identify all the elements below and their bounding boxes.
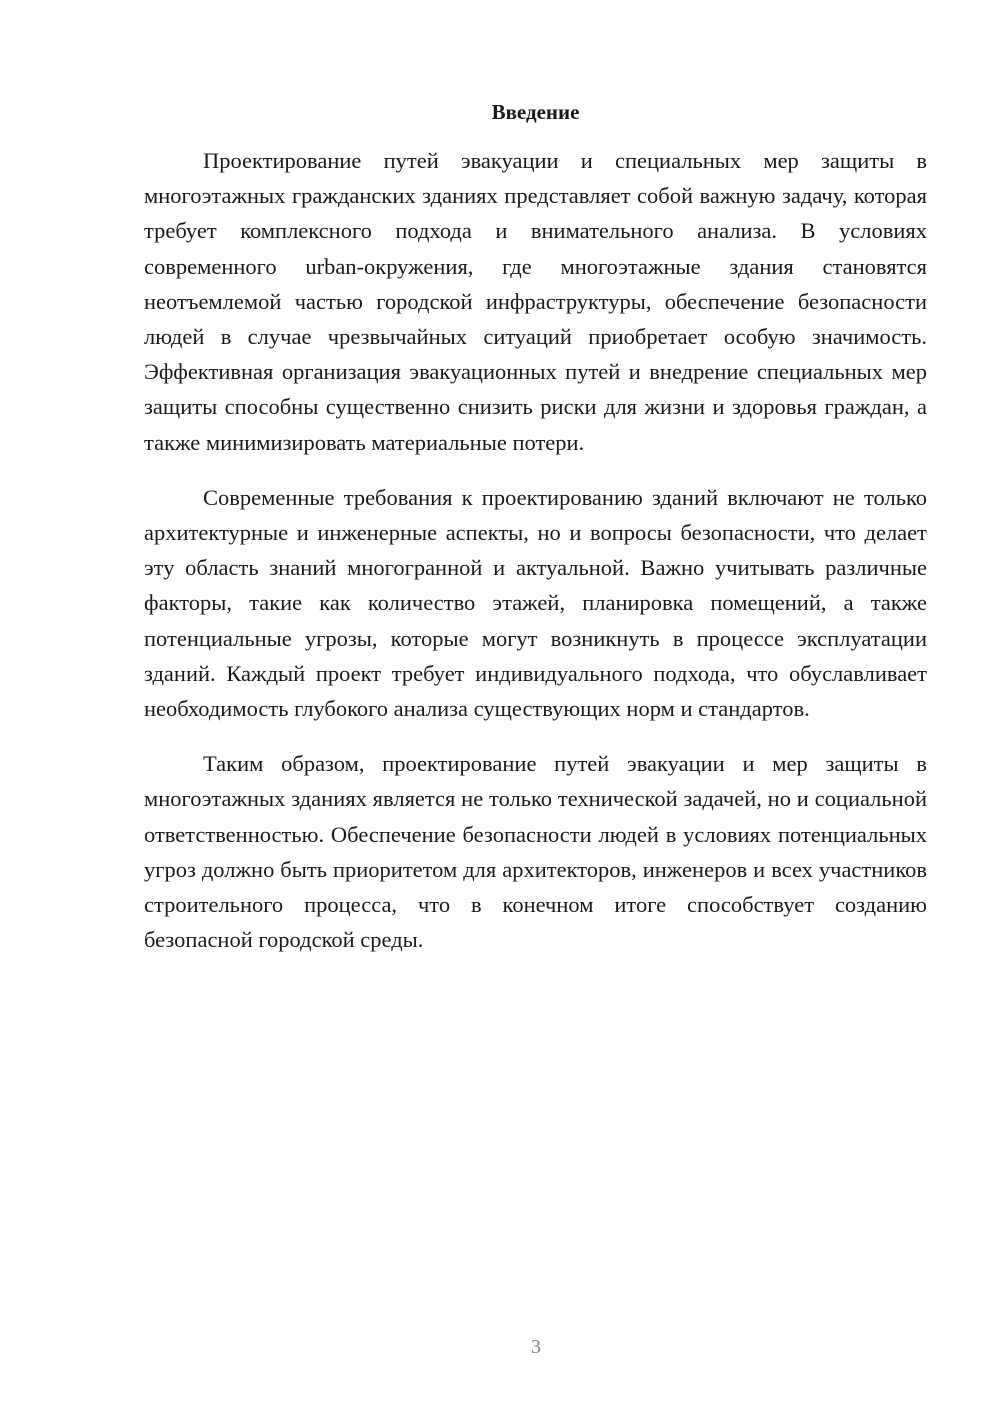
paragraph-2: Современные требования к проектированию зданий включают не только архитектурные и инженерные аспекты, но и вопросы безопасности, что делает эту область знаний многогранной и актуальной. Важно учитывать различные факторы, такие как количество этажей, планировка помещений, а также потенциальные угрозы, которые могут возникнуть в процессе эксплуатации зданий. Каждый проект требует индивидуального подхода, что обуславливает необходимость глубокого анализа существующих норм и стандартов. bbox=[144, 484, 927, 722]
document-body bbox=[144, 143, 927, 957]
paragraph-3: Таким образом, проектирование путей эвакуации и мер защиты в многоэтажных зданиях является не только технической задачей, но и социальной ответственностью. Обеспечение безопасности людей в условиях потенциальных угроз должно быть приоритетом для архитекторов, инженеров и всех участников строительного процесса, что в конечном итоге способствует созданию безопасной городской среды. bbox=[144, 751, 927, 953]
page-title: Введение bbox=[491, 100, 580, 124]
page-number: 3 bbox=[531, 1336, 541, 1358]
paragraph-1: Проектирование путей эвакуации и специальных мер защиты в многоэтажных гражданских зданиях представляет собой важную задачу, которая требует комплексного подхода и внимательного анализа. В условиях современного urban-окружения, где многоэтажные здания становятся неотъемлемой частью городской инфраструктуры, обеспечение безопасности людей в случае чрезвычайных ситуаций приобретает особую значимость. Эффективная организация эвакуационных путей и внедрение специальных мер защиты способны существенно снизить риски для жизни и здоровья граждан, а также минимизировать материальные потери. bbox=[144, 148, 927, 455]
page-number-container bbox=[36, 1334, 1000, 1360]
